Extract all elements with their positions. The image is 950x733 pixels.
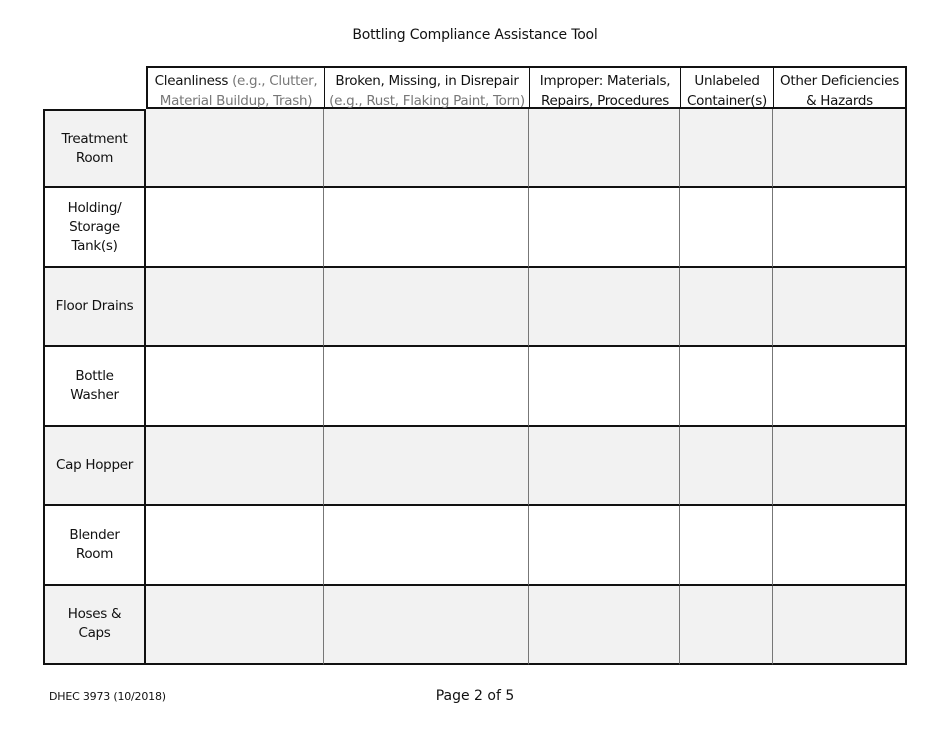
table-cell-input[interactable] bbox=[773, 347, 907, 426]
table-cell-input[interactable] bbox=[529, 347, 680, 426]
column-header-title: Broken, Missing, in Disrepair bbox=[335, 73, 519, 89]
table-corner bbox=[43, 66, 146, 109]
table-cell-input[interactable] bbox=[324, 347, 529, 426]
table-cell-input[interactable] bbox=[773, 427, 907, 506]
column-header-title: Cleanliness bbox=[154, 73, 229, 89]
row-header-cap-hopper bbox=[43, 427, 146, 506]
table-cell-input[interactable] bbox=[324, 506, 529, 585]
table-cell-input[interactable] bbox=[680, 586, 773, 665]
table-cell-input[interactable] bbox=[680, 268, 773, 347]
column-header-title: Other Deficiencies & Hazards bbox=[780, 73, 899, 109]
table-cell-input[interactable] bbox=[773, 109, 907, 188]
inspection-table bbox=[43, 66, 907, 665]
table-cell-input[interactable] bbox=[146, 506, 324, 585]
table-cell-input[interactable] bbox=[680, 427, 773, 506]
table-cell-input[interactable] bbox=[529, 109, 680, 188]
row-header-label: Treatment Room bbox=[61, 130, 128, 166]
table-cell-input[interactable] bbox=[680, 347, 773, 426]
table-cell-input[interactable] bbox=[529, 268, 680, 347]
row-header-label: Cap Hopper bbox=[56, 456, 133, 473]
table-cell-input[interactable] bbox=[146, 268, 324, 347]
table-cell-input[interactable] bbox=[773, 268, 907, 347]
table-cell-input[interactable] bbox=[146, 586, 324, 665]
table-cell-input[interactable] bbox=[773, 188, 907, 267]
table-cell-input[interactable] bbox=[324, 268, 529, 347]
table-cell-input[interactable] bbox=[529, 188, 680, 267]
column-header-hint: (e.g., Rust, Flaking Paint, Torn) bbox=[329, 93, 525, 109]
table-cell-input[interactable] bbox=[773, 506, 907, 585]
row-header-holding-storage-tanks bbox=[43, 188, 146, 267]
table-cell-input[interactable] bbox=[680, 188, 773, 267]
table-cell-input[interactable] bbox=[324, 586, 529, 665]
column-header-improper bbox=[529, 66, 680, 109]
table-cell-input[interactable] bbox=[529, 506, 680, 585]
table-cell-input[interactable] bbox=[680, 109, 773, 188]
column-header-hint: (e.g., Clutter, Material Buildup, Trash) bbox=[159, 73, 318, 109]
row-header-treatment-room bbox=[43, 109, 146, 188]
table-cell-input[interactable] bbox=[146, 109, 324, 188]
table-cell-input[interactable] bbox=[529, 586, 680, 665]
form-identifier: DHEC 3973 (10/2018) bbox=[49, 690, 166, 703]
table-cell-input[interactable] bbox=[324, 427, 529, 506]
column-header-unlabeled bbox=[680, 66, 773, 109]
table-cell-input[interactable] bbox=[529, 427, 680, 506]
table-cell-input[interactable] bbox=[324, 188, 529, 267]
column-header-other-deficiencies bbox=[773, 66, 907, 109]
row-header-label: Floor Drains bbox=[55, 298, 134, 315]
row-header-label: Bottle Washer bbox=[70, 367, 119, 403]
row-header-blender-room bbox=[43, 506, 146, 585]
table-cell-input[interactable] bbox=[773, 586, 907, 665]
table-cell-input[interactable] bbox=[324, 109, 529, 188]
row-header-hoses-caps bbox=[43, 586, 146, 665]
column-header-title: Improper: Materials, Repairs, Procedures bbox=[539, 73, 671, 109]
row-header-bottle-washer bbox=[43, 347, 146, 426]
row-header-floor-drains bbox=[43, 268, 146, 347]
column-header-cleanliness bbox=[146, 66, 324, 109]
column-header-title: Unlabeled Container(s) bbox=[687, 73, 767, 109]
table-cell-input[interactable] bbox=[146, 188, 324, 267]
table-cell-input[interactable] bbox=[146, 347, 324, 426]
row-header-label: Holding/ Storage Tank(s) bbox=[67, 199, 122, 254]
document-title: Bottling Compliance Assistance Tool bbox=[352, 27, 598, 43]
column-header-broken-missing bbox=[324, 66, 529, 109]
page-number: Page 2 of 5 bbox=[435, 688, 515, 704]
row-header-label: Hoses & Caps bbox=[67, 606, 122, 642]
table-cell-input[interactable] bbox=[680, 506, 773, 585]
row-header-label: Blender Room bbox=[69, 526, 120, 562]
table-cell-input[interactable] bbox=[146, 427, 324, 506]
